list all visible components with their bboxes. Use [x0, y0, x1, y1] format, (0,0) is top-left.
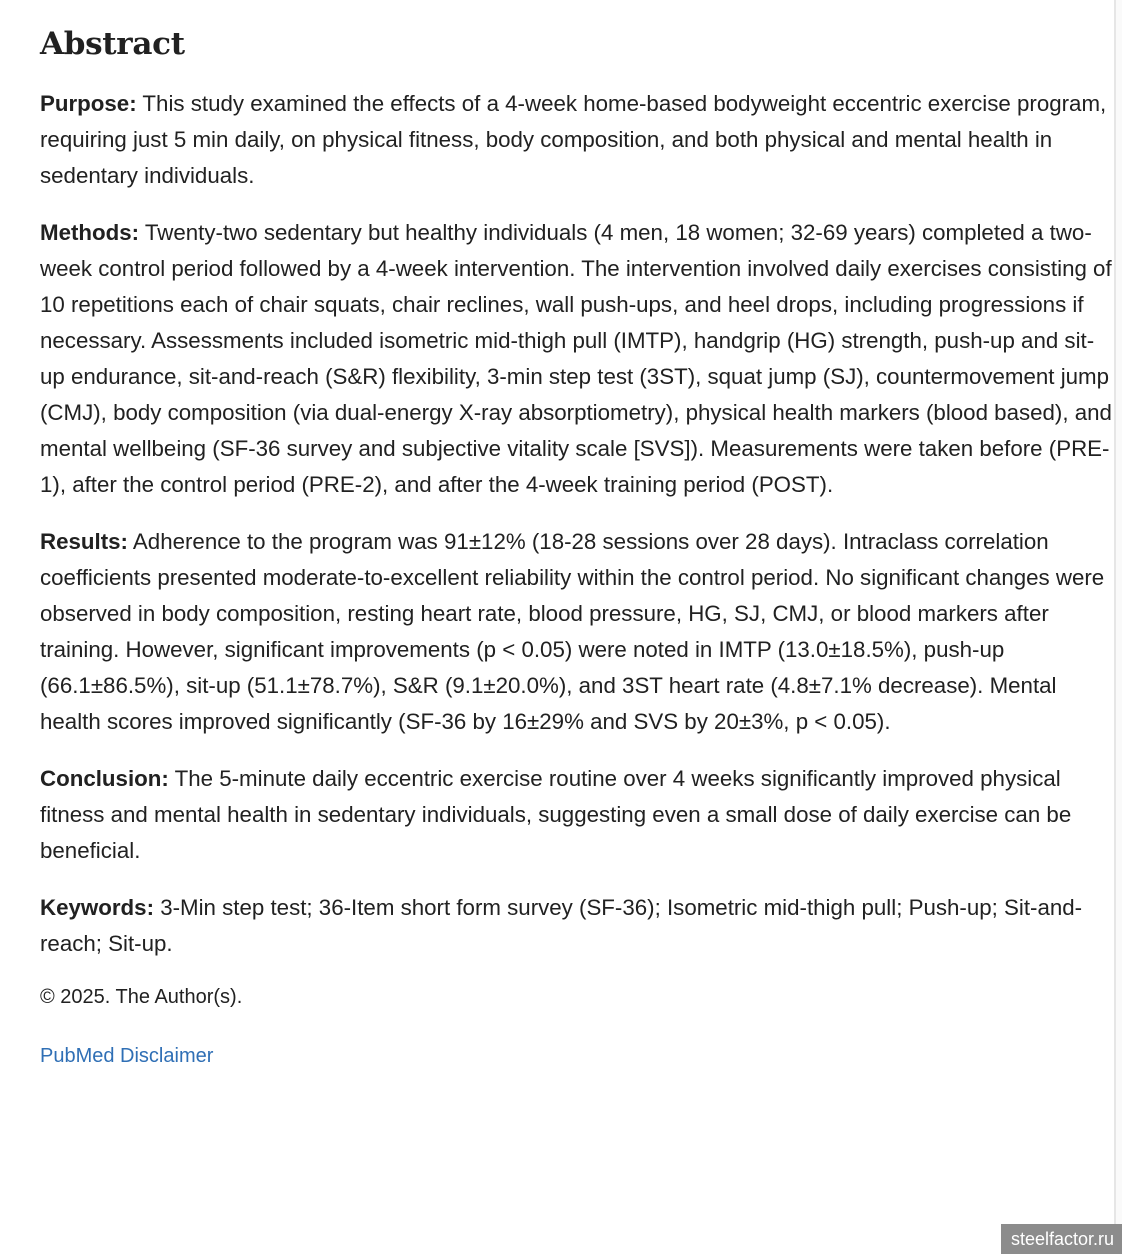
scrollbar[interactable]: [1114, 0, 1122, 1254]
section-label-conclusion: Conclusion:: [40, 766, 169, 791]
section-text-purpose: This study examined the effects of a 4-week home-based bodyweight eccentric exercise program, requiring just 5 min daily, on physical fitness, body composition, and both physical and mental health in sedentary individuals.: [40, 91, 1107, 188]
watermark: steelfactor.ru: [1001, 1224, 1122, 1254]
abstract-conclusion: [40, 761, 1112, 869]
pubmed-disclaimer-link[interactable]: PubMed Disclaimer: [40, 1045, 214, 1067]
copyright-notice: © 2025. The Author(s).: [40, 986, 243, 1008]
section-text-keywords: 3-Min step test; 36-Item short form survey (SF-36); Isometric mid-thigh pull; Push-up; Sit-and-reach; Sit-up.: [40, 895, 1083, 956]
section-text-conclusion: The 5-minute daily eccentric exercise routine over 4 weeks significantly improved physical fitness and mental health in sedentary individuals, suggesting even a small dose of daily exercise can be beneficial.: [40, 766, 1072, 863]
section-label-results: Results:: [40, 529, 128, 554]
section-label-purpose: Purpose:: [40, 91, 137, 116]
abstract-results: [40, 524, 1112, 740]
abstract-purpose: [40, 86, 1112, 194]
abstract-heading: Abstract: [40, 26, 185, 62]
section-label-methods: Methods:: [40, 220, 140, 245]
abstract-keywords: [40, 890, 1112, 962]
abstract-container: [40, 20, 1112, 1068]
section-text-methods: Twenty-two sedentary but healthy individuals (4 men, 18 women; 32-69 years) completed a two-week control period followed by a 4-week intervention. The intervention involved daily exercises consisting of 10 repetitions each of chair squats, chair reclines, wall push-ups, and heel drops, including progressions if necessary. Assessments included isometric mid-thigh pull (IMTP), handgrip (HG) strength, push-up and sit-up endurance, sit-and-reach (S&R) flexibility, 3-min step test (3ST), squat jump (SJ), countermovement jump (CMJ), body composition (via dual-energy X-ray absorptiometry), physical health markers (blood based), and mental wellbeing (SF-36 survey and subjective vitality scale [SVS]). Measurements were taken before (PRE-1), after the control period (PRE-2), and after the 4-week training period (POST).: [40, 220, 1112, 497]
section-label-keywords: Keywords:: [40, 895, 154, 920]
section-text-results: Adherence to the program was 91±12% (18-28 sessions over 28 days). Intraclass correlation coefficients presented moderate-to-excellent reliability within the control period. No significant changes were observed in body composition, resting heart rate, blood pressure, HG, SJ, CMJ, or blood markers after training. However, significant improvements (p < 0.05) were noted in IMTP (13.0±18.5%), push-up (66.1±86.5%), sit-up (51.1±78.7%), S&R (9.1±20.0%), and 3ST heart rate (4.8±7.1% decrease). Mental health scores improved significantly (SF-36 by 16±29% and SVS by 20±3%, p < 0.05).: [40, 529, 1105, 734]
abstract-methods: [40, 215, 1112, 503]
